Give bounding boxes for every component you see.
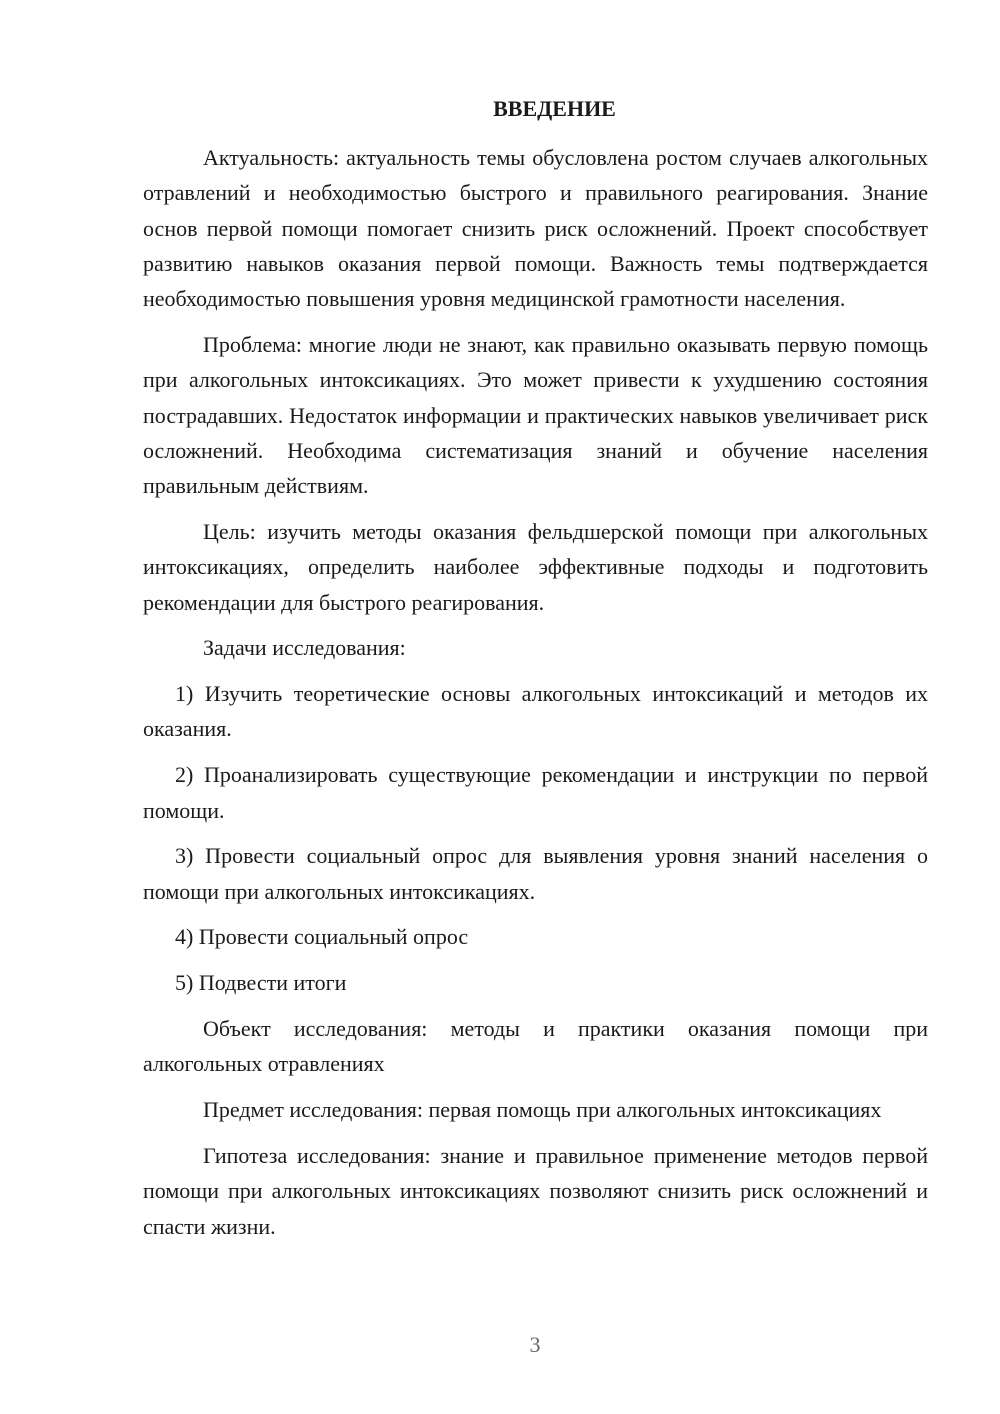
- task-item-1: 1) Изучить теоретические основы алкогольных интоксикаций и методов их оказания.: [143, 681, 928, 742]
- relevance-paragraph: Актуальность: актуальность темы обусловлена ростом случаев алкогольных отравлений и необходимостью быстрого и правильного реагирования. Знание основ первой помощи помогает снизить риск осложнений. Проект способствует развитию навыков оказания первой помощи. Важность темы подтверждается необходимостью повышения уровня медицинской грамотности населения.: [143, 145, 928, 312]
- page-number: 3: [529, 1332, 541, 1357]
- hypothesis-paragraph: Гипотеза исследования: знание и правильное применение методов первой помощи при алкогольных интоксикациях позволяют снизить риск осложнений и спасти жизни.: [143, 1142, 928, 1239]
- problem-paragraph: Проблема: многие люди не знают, как правильно оказывать первую помощь при алкогольных интоксикациях. Это может привести к ухудшению состояния пострадавших. Недостаток информации и практических навыков увеличивает риск осложнений. Необходима систематизация знаний и обучение населения правильным действиям.: [143, 331, 928, 499]
- page-title: ВВЕДЕНИЕ: [493, 96, 616, 121]
- subject-paragraph: Предмет исследования: первая помощь при алкогольных интоксикациях: [203, 1097, 882, 1123]
- goal-paragraph: Цель: изучить методы оказания фельдшерской помощи при алкогольных интоксикациях, определить наиболее эффективные подходы и подготовить рекомендации для быстрого реагирования.: [143, 518, 928, 615]
- task-item-4: 4) Провести социальный опрос: [175, 924, 469, 950]
- object-paragraph: Объект исследования: методы и практики оказания помощи при алкогольных отравлениях: [143, 1016, 928, 1077]
- task-item-2: 2) Проанализировать существующие рекомендации и инструкции по первой помощи.: [143, 762, 928, 823]
- task-item-3: 3) Провести социальный опрос для выявления уровня знаний населения о помощи при алкогольных интоксикациях.: [143, 843, 928, 904]
- task-item-5: 5) Подвести итоги: [175, 970, 347, 996]
- tasks-heading: Задачи исследования:: [203, 635, 406, 661]
